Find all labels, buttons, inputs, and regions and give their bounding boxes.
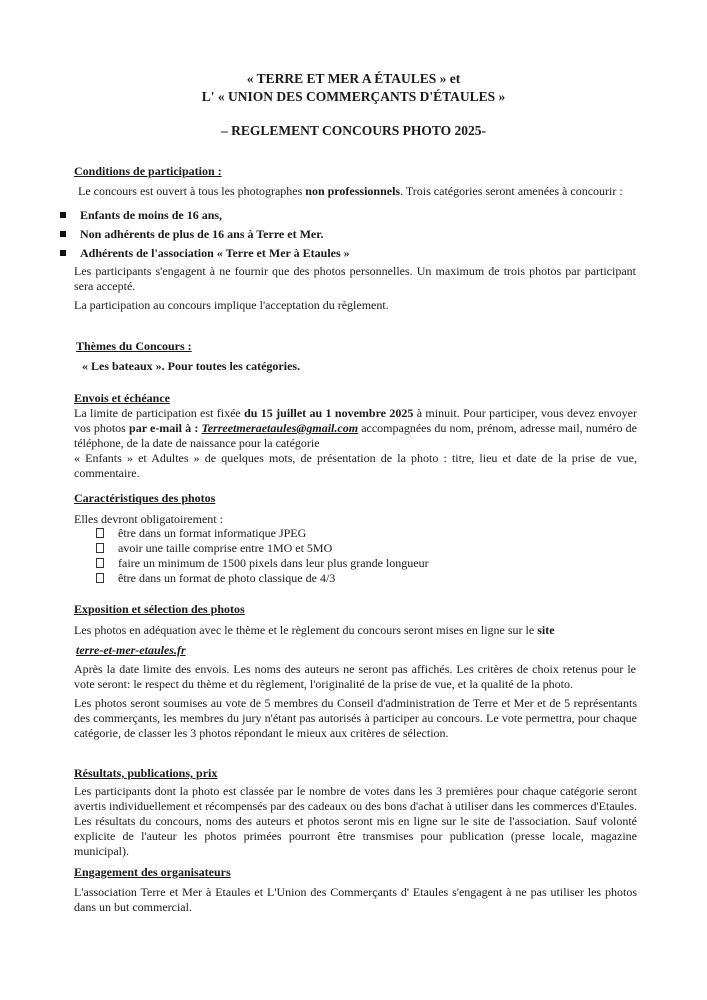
caracteristiques-intro: Elles devront obligatoirement : — [74, 512, 223, 526]
conditions-intro — [78, 184, 678, 199]
square-bullet-icon — [60, 250, 66, 256]
category-label: Enfants de moins de 16 ans, — [80, 208, 223, 222]
checkbox-icon — [96, 558, 104, 568]
category-item — [60, 227, 660, 242]
requirement-item — [96, 571, 656, 586]
conditions-paragraph-2: La participation au concours implique l'acceptation du règlement. — [74, 298, 389, 312]
category-label: Non adhérents de plus de 16 ans à Terre et Mer. — [80, 227, 324, 241]
envois-text-2: à minuit. Pour participer, vous devez envoyer vos photos — [74, 406, 638, 435]
envois-paragraph-2: « Enfants » et Adultes » de quelques mots, de présentation de la photo : titre, lieu et date de la prise de vue, commentaire. — [74, 451, 637, 480]
envois-text-3: accompagnées du nom, prénom, adresse mail, numéro de téléphone, de la date de naissance pour la catégorie — [74, 421, 638, 450]
themes-heading: Thèmes du Concours : — [76, 339, 192, 353]
requirement-label: être dans un format informatique JPEG — [118, 526, 307, 540]
envois-email-label: par e-mail à : — [129, 421, 202, 435]
checkbox-icon — [96, 528, 104, 538]
exposition-heading: Exposition et sélection des photos — [74, 602, 245, 616]
email-link[interactable]: Terreetmeraetaules@gmail.com — [201, 421, 359, 435]
requirement-item — [96, 526, 656, 541]
site-link[interactable]: terre-et-mer-etaules.fr — [76, 643, 186, 657]
conditions-intro-text: Le concours est ouvert à tous les photographes — [78, 184, 306, 198]
resultats-heading: Résultats, publications, prix — [74, 766, 218, 780]
conditions-intro-bold: non professionnels — [305, 184, 401, 198]
conditions-heading: Conditions de participation : — [74, 164, 222, 178]
category-item — [60, 208, 660, 223]
conditions-paragraph-1: Les participants s'engagent à ne fournir que des photos personnelles. Un maximum de trois photos par participant sera accepté. — [74, 264, 636, 293]
resultats-paragraph: Les participants dont la photo est classée par le nombre de votes dans les 3 premières pour chaque catégorie seront avertis individuellement et récompensés par des cadeaux ou des bons d'achat à utiliser dans les commerces d'Etaules. Les résultats du concours, noms des auteurs et photos seront mis en ligne sur le site de l'association. Sauf volonté explicite de l'auteur les photos primées pourront être transmises pour publication (presse locale, magazine municipal). — [74, 784, 637, 858]
requirement-label: faire un minimum de 1500 pixels dans leur plus grande longueur — [118, 556, 429, 570]
square-bullet-icon — [60, 231, 66, 237]
checkbox-icon — [96, 543, 104, 553]
category-label: Adhérents de l'association « Terre et Mer à Etaules » — [80, 246, 350, 260]
engagement-heading: Engagement des organisateurs — [74, 865, 231, 879]
themes-text: « Les bateaux ». Pour toutes les catégories. — [82, 359, 301, 373]
caracteristiques-heading: Caractéristiques des photos — [74, 491, 216, 505]
engagement-paragraph: L'association Terre et Mer à Etaules et L'Union des Commerçants d' Etaules s'engagent à ne pas utiliser les photos dans un but commercial. — [74, 885, 637, 914]
envois-text-1: La limite de participation est fixée — [74, 406, 245, 420]
title-line-3: – REGLEMENT CONCOURS PHOTO 2025- — [220, 123, 487, 138]
exposition-paragraph-2: Les photos seront soumises au vote de 5 membres du Conseil d'administration de Terre et Mer et de 5 représentants des commerçants, les membres du jury n'étant pas autorisés à participer au concours. Le vote permettra, pour chaque catégorie, de classer les 3 photos répondant le mieux aux critères de sélection. — [74, 696, 637, 740]
category-item — [60, 246, 660, 261]
exposition-intro-text: Les photos en adéquation avec le thème et le règlement du concours seront mises en ligne sur le — [74, 623, 538, 637]
title-line-1: « TERRE ET MER A ÉTAULES » et — [246, 71, 461, 86]
exposition-intro-site: site — [537, 623, 555, 637]
title-line-2: L' « UNION DES COMMERÇANTS D'ÉTAULES » — [201, 89, 506, 104]
checkbox-icon — [96, 573, 104, 583]
site-line — [76, 643, 636, 658]
envois-paragraph — [74, 406, 637, 451]
square-bullet-icon — [60, 212, 66, 218]
envois-dates: du 15 juillet au 1 novembre 2025 — [244, 406, 414, 420]
requirement-item — [96, 556, 656, 571]
requirement-label: être dans un format de photo classique de 4/3 — [118, 571, 336, 585]
exposition-intro — [74, 623, 674, 638]
exposition-paragraph-1: Après la date limite des envois. Les noms des auteurs ne seront pas affichés. Les critères de choix retenus pour le vote seront: le respect du thème et du règlement, l'originalité de la prise de vue, et la qualité de la photo. — [74, 662, 636, 691]
envois-heading: Envois et échéance — [74, 391, 170, 405]
conditions-intro-end: . Trois catégories seront amenées à concourir : — [400, 184, 623, 198]
requirement-item — [96, 541, 656, 556]
requirement-label: avoir une taille comprise entre 1MO et 5MO — [118, 541, 333, 555]
